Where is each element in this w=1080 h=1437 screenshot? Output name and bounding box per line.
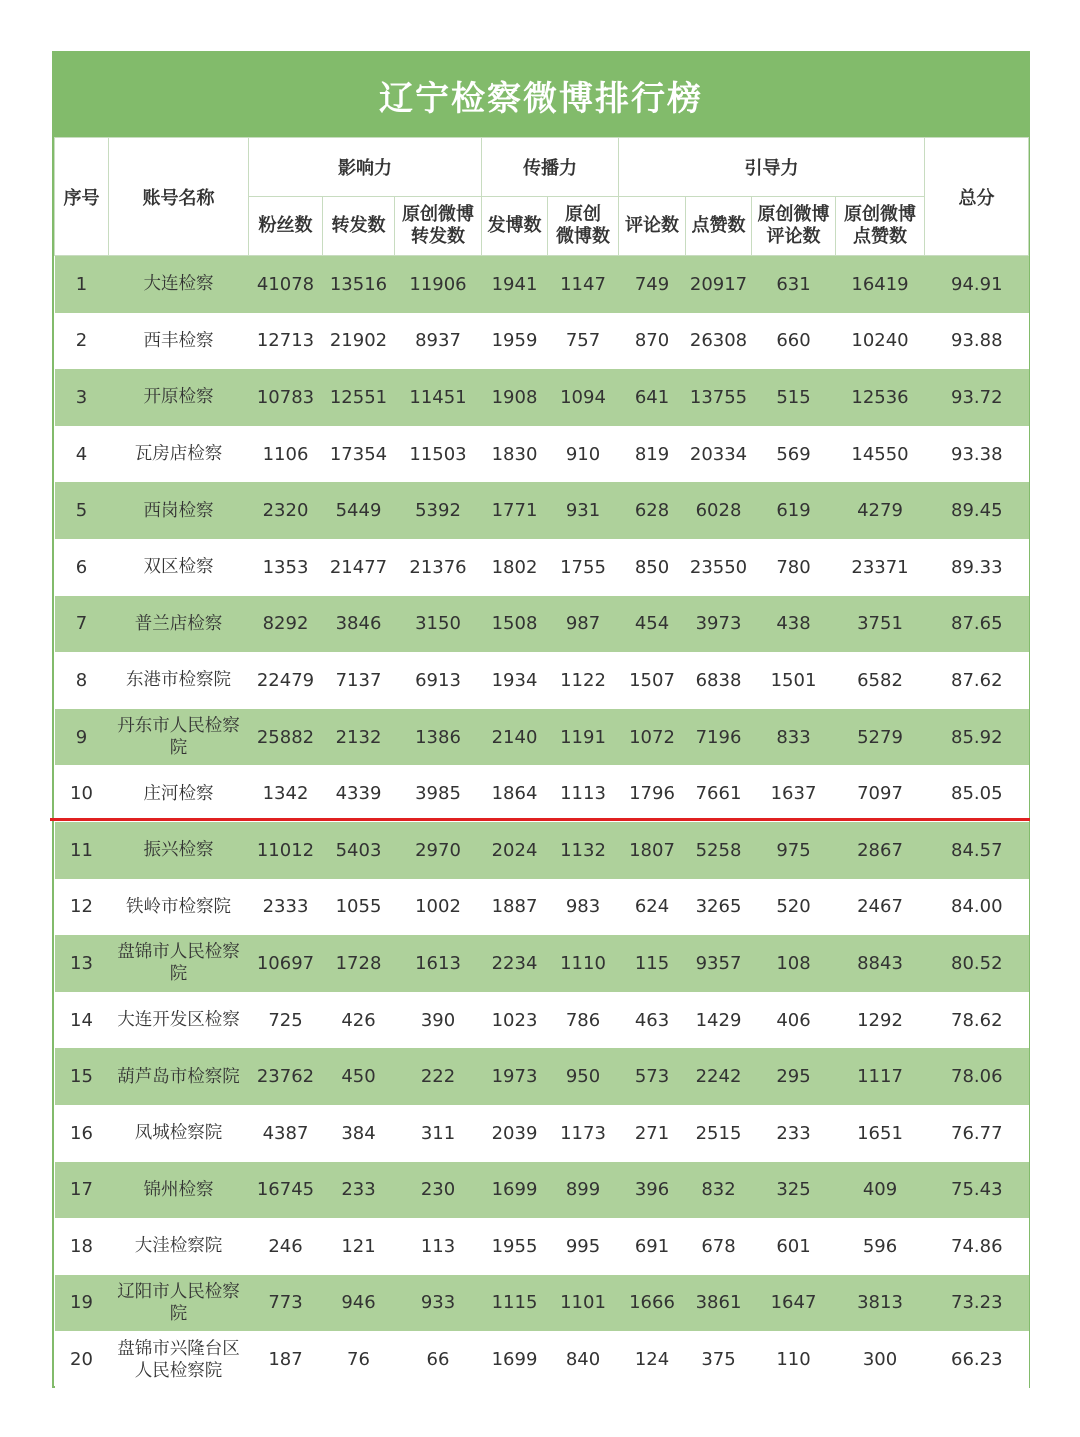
- cell-likes: 13755: [686, 369, 752, 426]
- cell-orig-likes: 12536: [836, 369, 925, 426]
- cell-posts: 1934: [482, 652, 548, 709]
- cell-orig-likes: 3813: [836, 1275, 925, 1332]
- cell-likes: 2515: [686, 1105, 752, 1162]
- cell-fans: 1106: [249, 426, 323, 483]
- cell-orig-posts: 1113: [548, 765, 619, 822]
- cell-orig-reposts: 222: [395, 1048, 482, 1105]
- cell-fans: 11012: [249, 822, 323, 879]
- cell-likes: 6838: [686, 652, 752, 709]
- cell-reposts: 1728: [323, 935, 395, 992]
- cell-reposts: 21902: [323, 313, 395, 370]
- page-title: 辽宁检察微博排行榜: [54, 53, 1028, 137]
- cell-name: 振兴检察: [109, 822, 249, 879]
- cell-orig-comments: 975: [752, 822, 836, 879]
- cell-rank: 19: [55, 1275, 109, 1332]
- cell-comments: 870: [619, 313, 686, 370]
- cell-name: 东港市检察院: [109, 652, 249, 709]
- cell-likes: 26308: [686, 313, 752, 370]
- cell-orig-comments: 631: [752, 256, 836, 313]
- cell-orig-posts: 995: [548, 1218, 619, 1275]
- cell-total: 87.62: [925, 652, 1029, 709]
- cell-orig-likes: 16419: [836, 256, 925, 313]
- cell-fans: 41078: [249, 256, 323, 313]
- cell-orig-likes: 23371: [836, 539, 925, 596]
- cell-orig-likes: 10240: [836, 313, 925, 370]
- cell-name: 葫芦岛市检察院: [109, 1048, 249, 1105]
- cell-fans: 23762: [249, 1048, 323, 1105]
- cell-likes: 678: [686, 1218, 752, 1275]
- cell-orig-posts: 757: [548, 313, 619, 370]
- cell-posts: 1802: [482, 539, 548, 596]
- cell-name: 盘锦市兴隆台区人民检察院: [109, 1331, 249, 1388]
- cell-comments: 628: [619, 482, 686, 539]
- cell-likes: 375: [686, 1331, 752, 1388]
- cell-orig-likes: 300: [836, 1331, 925, 1388]
- cell-fans: 1353: [249, 539, 323, 596]
- header-name: 账号名称: [109, 138, 249, 256]
- cell-posts: 1955: [482, 1218, 548, 1275]
- cell-name: 普兰店检察: [109, 596, 249, 653]
- cell-name: 大连开发区检察: [109, 992, 249, 1049]
- cell-reposts: 121: [323, 1218, 395, 1275]
- cell-orig-posts: 1132: [548, 822, 619, 879]
- cell-name: 盘锦市人民检察院: [109, 935, 249, 992]
- cell-orig-comments: 515: [752, 369, 836, 426]
- cell-name: 开原检察: [109, 369, 249, 426]
- cell-likes: 7196: [686, 709, 752, 766]
- cell-comments: 1072: [619, 709, 686, 766]
- cell-orig-reposts: 1386: [395, 709, 482, 766]
- cell-fans: 2320: [249, 482, 323, 539]
- cell-reposts: 76: [323, 1331, 395, 1388]
- cell-orig-posts: 1191: [548, 709, 619, 766]
- cell-total: 78.06: [925, 1048, 1029, 1105]
- cell-likes: 7661: [686, 765, 752, 822]
- cell-orig-comments: 833: [752, 709, 836, 766]
- cell-comments: 124: [619, 1331, 686, 1388]
- cell-posts: 1771: [482, 482, 548, 539]
- cell-orig-reposts: 113: [395, 1218, 482, 1275]
- header-group-influence: 影响力: [249, 138, 482, 197]
- cell-total: 85.05: [925, 765, 1029, 822]
- header-orig-reposts: 原创微博 转发数: [395, 197, 482, 256]
- cell-orig-posts: 910: [548, 426, 619, 483]
- cell-total: 78.62: [925, 992, 1029, 1049]
- cell-orig-comments: 438: [752, 596, 836, 653]
- cell-reposts: 384: [323, 1105, 395, 1162]
- cell-reposts: 4339: [323, 765, 395, 822]
- cell-orig-reposts: 3150: [395, 596, 482, 653]
- cell-comments: 454: [619, 596, 686, 653]
- cell-orig-comments: 108: [752, 935, 836, 992]
- cell-reposts: 5449: [323, 482, 395, 539]
- header-comments: 评论数: [619, 197, 686, 256]
- cell-rank: 5: [55, 482, 109, 539]
- cell-orig-posts: 1094: [548, 369, 619, 426]
- cell-orig-likes: 6582: [836, 652, 925, 709]
- cell-comments: 396: [619, 1162, 686, 1219]
- table-row: [55, 539, 1029, 596]
- cell-name: 大洼检察院: [109, 1218, 249, 1275]
- cell-reposts: 13516: [323, 256, 395, 313]
- cell-orig-likes: 1117: [836, 1048, 925, 1105]
- cell-total: 89.33: [925, 539, 1029, 596]
- cell-rank: 1: [55, 256, 109, 313]
- cell-comments: 691: [619, 1218, 686, 1275]
- cell-orig-posts: 899: [548, 1162, 619, 1219]
- cell-orig-reposts: 933: [395, 1275, 482, 1332]
- cell-orig-comments: 295: [752, 1048, 836, 1105]
- cell-likes: 1429: [686, 992, 752, 1049]
- table-body: [55, 256, 1029, 1388]
- cell-orig-comments: 780: [752, 539, 836, 596]
- cell-orig-comments: 569: [752, 426, 836, 483]
- cell-orig-posts: 983: [548, 879, 619, 936]
- cell-orig-likes: 1651: [836, 1105, 925, 1162]
- cell-orig-comments: 1647: [752, 1275, 836, 1332]
- table-row: [55, 426, 1029, 483]
- cell-posts: 1508: [482, 596, 548, 653]
- cell-reposts: 5403: [323, 822, 395, 879]
- cell-likes: 3973: [686, 596, 752, 653]
- cell-orig-posts: 987: [548, 596, 619, 653]
- table-row: [55, 313, 1029, 370]
- cell-fans: 2333: [249, 879, 323, 936]
- cell-orig-likes: 1292: [836, 992, 925, 1049]
- cell-orig-likes: 7097: [836, 765, 925, 822]
- cell-likes: 832: [686, 1162, 752, 1219]
- cell-orig-comments: 1637: [752, 765, 836, 822]
- cell-orig-comments: 1501: [752, 652, 836, 709]
- cell-fans: 8292: [249, 596, 323, 653]
- cell-posts: 1887: [482, 879, 548, 936]
- cell-rank: 20: [55, 1331, 109, 1388]
- header-fans: 粉丝数: [249, 197, 323, 256]
- cell-fans: 16745: [249, 1162, 323, 1219]
- cell-orig-reposts: 6913: [395, 652, 482, 709]
- cell-posts: 1959: [482, 313, 548, 370]
- cell-name: 凤城检察院: [109, 1105, 249, 1162]
- cell-name: 丹东市人民检察院: [109, 709, 249, 766]
- cell-reposts: 7137: [323, 652, 395, 709]
- cell-comments: 1507: [619, 652, 686, 709]
- header-likes: 点赞数: [686, 197, 752, 256]
- cell-rank: 2: [55, 313, 109, 370]
- cell-comments: 271: [619, 1105, 686, 1162]
- cell-orig-likes: 2467: [836, 879, 925, 936]
- cell-rank: 8: [55, 652, 109, 709]
- cell-likes: 5258: [686, 822, 752, 879]
- cell-rank: 13: [55, 935, 109, 992]
- cell-reposts: 233: [323, 1162, 395, 1219]
- cell-reposts: 946: [323, 1275, 395, 1332]
- cell-rank: 17: [55, 1162, 109, 1219]
- cell-fans: 22479: [249, 652, 323, 709]
- header-group-guidance: 引导力: [619, 138, 925, 197]
- cell-reposts: 2132: [323, 709, 395, 766]
- cell-orig-posts: 950: [548, 1048, 619, 1105]
- cell-posts: 2024: [482, 822, 548, 879]
- cell-orig-posts: 1173: [548, 1105, 619, 1162]
- cell-fans: 773: [249, 1275, 323, 1332]
- cell-orig-reposts: 2970: [395, 822, 482, 879]
- cell-orig-comments: 406: [752, 992, 836, 1049]
- header-orig-likes: 原创微博 点赞数: [836, 197, 925, 256]
- cell-likes: 3861: [686, 1275, 752, 1332]
- cell-total: 84.57: [925, 822, 1029, 879]
- cell-name: 双区检察: [109, 539, 249, 596]
- cell-name: 西丰检察: [109, 313, 249, 370]
- cell-orig-comments: 325: [752, 1162, 836, 1219]
- table-row: [55, 822, 1029, 879]
- cell-name: 瓦房店检察: [109, 426, 249, 483]
- ranking-sheet: [52, 51, 1030, 1388]
- cell-orig-posts: 1101: [548, 1275, 619, 1332]
- cell-orig-comments: 233: [752, 1105, 836, 1162]
- table-row: [55, 482, 1029, 539]
- cell-fans: 12713: [249, 313, 323, 370]
- cell-orig-reposts: 21376: [395, 539, 482, 596]
- ranking-table: [54, 137, 1029, 1388]
- cell-reposts: 426: [323, 992, 395, 1049]
- cell-total: 94.91: [925, 256, 1029, 313]
- cell-orig-posts: 1147: [548, 256, 619, 313]
- cell-rank: 10: [55, 765, 109, 822]
- cell-orig-reposts: 230: [395, 1162, 482, 1219]
- cell-orig-comments: 110: [752, 1331, 836, 1388]
- cell-rank: 18: [55, 1218, 109, 1275]
- cell-rank: 3: [55, 369, 109, 426]
- cell-rank: 14: [55, 992, 109, 1049]
- cell-name: 西岗检察: [109, 482, 249, 539]
- cell-orig-reposts: 390: [395, 992, 482, 1049]
- cell-comments: 749: [619, 256, 686, 313]
- cell-total: 75.43: [925, 1162, 1029, 1219]
- cell-posts: 1699: [482, 1331, 548, 1388]
- cell-orig-posts: 840: [548, 1331, 619, 1388]
- cell-posts: 1699: [482, 1162, 548, 1219]
- header-reposts: 转发数: [323, 197, 395, 256]
- cell-orig-reposts: 1002: [395, 879, 482, 936]
- table-row: [55, 652, 1029, 709]
- cell-orig-posts: 931: [548, 482, 619, 539]
- cell-orig-reposts: 1613: [395, 935, 482, 992]
- cell-reposts: 1055: [323, 879, 395, 936]
- cell-comments: 850: [619, 539, 686, 596]
- cell-comments: 819: [619, 426, 686, 483]
- header-group-spread: 传播力: [482, 138, 619, 197]
- cell-comments: 624: [619, 879, 686, 936]
- cell-total: 76.77: [925, 1105, 1029, 1162]
- cell-rank: 11: [55, 822, 109, 879]
- cell-rank: 9: [55, 709, 109, 766]
- cell-orig-reposts: 311: [395, 1105, 482, 1162]
- cell-total: 93.38: [925, 426, 1029, 483]
- cell-name: 铁岭市检察院: [109, 879, 249, 936]
- cell-total: 73.23: [925, 1275, 1029, 1332]
- cell-orig-likes: 596: [836, 1218, 925, 1275]
- table-row: [55, 935, 1029, 992]
- cell-comments: 115: [619, 935, 686, 992]
- cell-total: 80.52: [925, 935, 1029, 992]
- cell-total: 93.88: [925, 313, 1029, 370]
- cell-likes: 9357: [686, 935, 752, 992]
- cell-orig-reposts: 5392: [395, 482, 482, 539]
- cell-posts: 1908: [482, 369, 548, 426]
- cell-likes: 6028: [686, 482, 752, 539]
- cell-rank: 4: [55, 426, 109, 483]
- cell-orig-likes: 409: [836, 1162, 925, 1219]
- cell-posts: 2234: [482, 935, 548, 992]
- cell-orig-comments: 619: [752, 482, 836, 539]
- cell-fans: 4387: [249, 1105, 323, 1162]
- cell-orig-posts: 1110: [548, 935, 619, 992]
- cell-posts: 1023: [482, 992, 548, 1049]
- cell-orig-likes: 4279: [836, 482, 925, 539]
- cell-fans: 187: [249, 1331, 323, 1388]
- cell-total: 89.45: [925, 482, 1029, 539]
- table-row: [55, 1218, 1029, 1275]
- cell-posts: 2039: [482, 1105, 548, 1162]
- cell-fans: 10697: [249, 935, 323, 992]
- cell-posts: 2140: [482, 709, 548, 766]
- cell-comments: 573: [619, 1048, 686, 1105]
- cell-reposts: 21477: [323, 539, 395, 596]
- table-row: [55, 992, 1029, 1049]
- top10-cutoff-line: [50, 818, 1030, 821]
- cell-orig-likes: 8843: [836, 935, 925, 992]
- cell-total: 66.23: [925, 1331, 1029, 1388]
- cell-fans: 25882: [249, 709, 323, 766]
- table-row: [55, 256, 1029, 313]
- cell-likes: 20917: [686, 256, 752, 313]
- cell-orig-reposts: 3985: [395, 765, 482, 822]
- cell-posts: 1115: [482, 1275, 548, 1332]
- cell-orig-reposts: 11451: [395, 369, 482, 426]
- cell-total: 74.86: [925, 1218, 1029, 1275]
- cell-total: 85.92: [925, 709, 1029, 766]
- cell-orig-posts: 786: [548, 992, 619, 1049]
- cell-likes: 3265: [686, 879, 752, 936]
- header-orig-posts: 原创 微博数: [548, 197, 619, 256]
- cell-total: 93.72: [925, 369, 1029, 426]
- table-row: [55, 1275, 1029, 1332]
- cell-total: 84.00: [925, 879, 1029, 936]
- cell-comments: 641: [619, 369, 686, 426]
- cell-posts: 1941: [482, 256, 548, 313]
- cell-reposts: 17354: [323, 426, 395, 483]
- table-row: [55, 879, 1029, 936]
- table-row: [55, 709, 1029, 766]
- cell-orig-likes: 5279: [836, 709, 925, 766]
- cell-rank: 15: [55, 1048, 109, 1105]
- cell-name: 锦州检察: [109, 1162, 249, 1219]
- cell-comments: 1807: [619, 822, 686, 879]
- table-header: [55, 138, 1029, 256]
- cell-posts: 1973: [482, 1048, 548, 1105]
- cell-orig-reposts: 66: [395, 1331, 482, 1388]
- cell-likes: 20334: [686, 426, 752, 483]
- table-row: [55, 765, 1029, 822]
- cell-reposts: 12551: [323, 369, 395, 426]
- cell-rank: 7: [55, 596, 109, 653]
- cell-name: 辽阳市人民检察院: [109, 1275, 249, 1332]
- cell-orig-reposts: 11906: [395, 256, 482, 313]
- cell-rank: 6: [55, 539, 109, 596]
- header-posts: 发博数: [482, 197, 548, 256]
- cell-reposts: 3846: [323, 596, 395, 653]
- cell-rank: 12: [55, 879, 109, 936]
- cell-posts: 1864: [482, 765, 548, 822]
- table-row: [55, 369, 1029, 426]
- cell-orig-reposts: 8937: [395, 313, 482, 370]
- cell-fans: 725: [249, 992, 323, 1049]
- cell-fans: 1342: [249, 765, 323, 822]
- cell-orig-comments: 660: [752, 313, 836, 370]
- table-row: [55, 1331, 1029, 1388]
- cell-rank: 16: [55, 1105, 109, 1162]
- header-total: 总分: [925, 138, 1029, 256]
- table-row: [55, 1048, 1029, 1105]
- cell-total: 87.65: [925, 596, 1029, 653]
- cell-orig-likes: 2867: [836, 822, 925, 879]
- header-orig-comments: 原创微博 评论数: [752, 197, 836, 256]
- cell-orig-comments: 520: [752, 879, 836, 936]
- cell-orig-posts: 1122: [548, 652, 619, 709]
- table-row: [55, 596, 1029, 653]
- cell-orig-posts: 1755: [548, 539, 619, 596]
- cell-orig-likes: 3751: [836, 596, 925, 653]
- table-row: [55, 1105, 1029, 1162]
- cell-name: 庄河检察: [109, 765, 249, 822]
- table-row: [55, 1162, 1029, 1219]
- header-rank: 序号: [55, 138, 109, 256]
- cell-name: 大连检察: [109, 256, 249, 313]
- cell-likes: 23550: [686, 539, 752, 596]
- cell-orig-likes: 14550: [836, 426, 925, 483]
- cell-likes: 2242: [686, 1048, 752, 1105]
- cell-reposts: 450: [323, 1048, 395, 1105]
- cell-fans: 10783: [249, 369, 323, 426]
- cell-orig-comments: 601: [752, 1218, 836, 1275]
- cell-orig-reposts: 11503: [395, 426, 482, 483]
- cell-comments: 1796: [619, 765, 686, 822]
- cell-posts: 1830: [482, 426, 548, 483]
- cell-comments: 1666: [619, 1275, 686, 1332]
- cell-fans: 246: [249, 1218, 323, 1275]
- cell-comments: 463: [619, 992, 686, 1049]
